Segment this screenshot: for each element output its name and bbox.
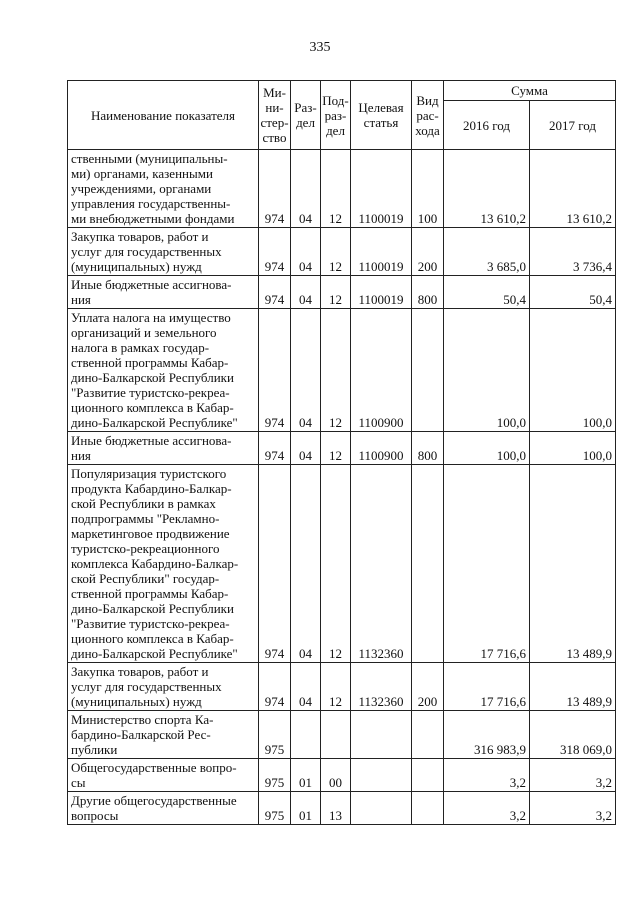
header-2017: 2017 год <box>530 101 616 150</box>
cell-ministry: 974 <box>259 276 291 309</box>
table-body <box>68 150 616 825</box>
table-row <box>68 759 616 792</box>
header-target: Целевая статья <box>351 81 412 150</box>
cell-section: 04 <box>291 276 321 309</box>
cell-subsection: 12 <box>321 228 351 276</box>
table-row <box>68 432 616 465</box>
cell-sum-2017: 3 736,4 <box>530 228 616 276</box>
cell-subsection: 00 <box>321 759 351 792</box>
table-header <box>68 81 616 150</box>
cell-section: 04 <box>291 465 321 663</box>
cell-ministry: 975 <box>259 711 291 759</box>
cell-target <box>351 759 412 792</box>
cell-subsection: 12 <box>321 465 351 663</box>
cell-target: 1132360 <box>351 465 412 663</box>
cell-name: Иные бюджетные ассигнова- ния <box>68 432 259 465</box>
cell-ministry: 974 <box>259 465 291 663</box>
cell-name: Уплата налога на имущество организаций и земельного налога в рамках государ- ственной программы Кабар- дино-Балкарской Республики "Развитие туристско-рекреа- ционного комплекса в Кабар- дино-Балкарской Республике" <box>68 309 259 432</box>
cell-section: 04 <box>291 663 321 711</box>
cell-type: 800 <box>412 276 444 309</box>
cell-subsection <box>321 711 351 759</box>
table-row <box>68 663 616 711</box>
cell-sum-2016: 13 610,2 <box>444 150 530 228</box>
cell-sum-2016: 100,0 <box>444 432 530 465</box>
cell-type: 200 <box>412 663 444 711</box>
cell-sum-2016: 316 983,9 <box>444 711 530 759</box>
table-row <box>68 150 616 228</box>
table-row <box>68 276 616 309</box>
header-sum: Сумма <box>444 81 616 101</box>
cell-section: 04 <box>291 432 321 465</box>
cell-name: Популяризация туристского продукта Кабардино-Балкар- ской Республики в рамках подпрограммы "Рекламно- маркетинговое продвижение туристско-рекреационного комплекса Кабардино-Балкар- ской Республики" государ- ственной программы Кабар- дино-Балкарской Республики "Развитие туристско-рекреа- ционного комплекса в Кабар- дино-Балкарской Республике" <box>68 465 259 663</box>
cell-type <box>412 792 444 825</box>
cell-ministry: 975 <box>259 759 291 792</box>
header-ministry: Ми- ни- стер- ство <box>259 81 291 150</box>
cell-subsection: 12 <box>321 309 351 432</box>
table-row <box>68 228 616 276</box>
cell-sum-2016: 3,2 <box>444 759 530 792</box>
cell-name: ственными (муниципальны- ми) органами, казенными учреждениями, органами управления государственны- ми внебюджетными фондами <box>68 150 259 228</box>
cell-ministry: 974 <box>259 432 291 465</box>
table-row <box>68 465 616 663</box>
cell-target: 1100900 <box>351 432 412 465</box>
cell-sum-2016: 17 716,6 <box>444 465 530 663</box>
cell-sum-2017: 3,2 <box>530 792 616 825</box>
header-subsection: Под- раз- дел <box>321 81 351 150</box>
cell-section: 01 <box>291 792 321 825</box>
cell-type <box>412 759 444 792</box>
header-2016: 2016 год <box>444 101 530 150</box>
cell-section: 01 <box>291 759 321 792</box>
cell-section: 04 <box>291 309 321 432</box>
cell-sum-2016: 3,2 <box>444 792 530 825</box>
cell-subsection: 12 <box>321 432 351 465</box>
budget-table <box>67 80 616 825</box>
cell-target: 1132360 <box>351 663 412 711</box>
header-name: Наименование показателя <box>68 81 259 150</box>
cell-sum-2017: 13 489,9 <box>530 663 616 711</box>
cell-sum-2017: 3,2 <box>530 759 616 792</box>
cell-ministry: 974 <box>259 228 291 276</box>
cell-sum-2017: 13 489,9 <box>530 465 616 663</box>
cell-subsection: 12 <box>321 663 351 711</box>
cell-type <box>412 309 444 432</box>
cell-sum-2017: 100,0 <box>530 309 616 432</box>
table-row <box>68 792 616 825</box>
cell-target <box>351 711 412 759</box>
cell-subsection: 13 <box>321 792 351 825</box>
cell-sum-2016: 3 685,0 <box>444 228 530 276</box>
cell-section <box>291 711 321 759</box>
cell-type: 800 <box>412 432 444 465</box>
cell-sum-2017: 50,4 <box>530 276 616 309</box>
cell-type: 200 <box>412 228 444 276</box>
cell-name: Закупка товаров, работ и услуг для государственных (муниципальных) нужд <box>68 228 259 276</box>
page-number: 335 <box>309 40 331 55</box>
cell-name: Министерство спорта Ка- бардино-Балкарской Рес- публики <box>68 711 259 759</box>
cell-target: 1100019 <box>351 276 412 309</box>
cell-ministry: 974 <box>259 309 291 432</box>
cell-type: 100 <box>412 150 444 228</box>
cell-sum-2016: 17 716,6 <box>444 663 530 711</box>
cell-sum-2017: 13 610,2 <box>530 150 616 228</box>
table-row <box>68 711 616 759</box>
cell-type <box>412 465 444 663</box>
header-type: Вид рас- хода <box>412 81 444 150</box>
cell-name: Другие общегосударственные вопросы <box>68 792 259 825</box>
cell-name: Общегосударственные вопро- сы <box>68 759 259 792</box>
cell-sum-2017: 318 069,0 <box>530 711 616 759</box>
table-row <box>68 309 616 432</box>
cell-sum-2016: 50,4 <box>444 276 530 309</box>
cell-target: 1100019 <box>351 150 412 228</box>
cell-target: 1100900 <box>351 309 412 432</box>
header-section: Раз- дел <box>291 81 321 150</box>
cell-target <box>351 792 412 825</box>
cell-ministry: 974 <box>259 150 291 228</box>
cell-name: Закупка товаров, работ и услуг для государственных (муниципальных) нужд <box>68 663 259 711</box>
cell-subsection: 12 <box>321 276 351 309</box>
cell-name: Иные бюджетные ассигнова- ния <box>68 276 259 309</box>
cell-section: 04 <box>291 150 321 228</box>
cell-ministry: 974 <box>259 663 291 711</box>
cell-target: 1100019 <box>351 228 412 276</box>
cell-type <box>412 711 444 759</box>
cell-subsection: 12 <box>321 150 351 228</box>
cell-section: 04 <box>291 228 321 276</box>
cell-sum-2017: 100,0 <box>530 432 616 465</box>
cell-sum-2016: 100,0 <box>444 309 530 432</box>
cell-ministry: 975 <box>259 792 291 825</box>
